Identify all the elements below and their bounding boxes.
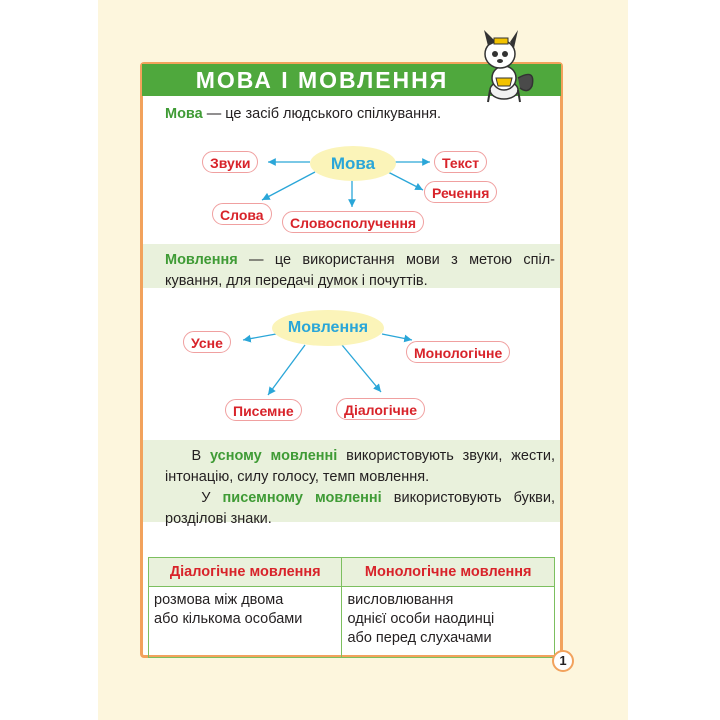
comparison-table [148,557,555,658]
header-dialohichne: Діалогічне мовлення [149,558,342,587]
movlennia-definition [165,250,555,292]
node-dialohichne: Діалогічне [336,398,425,420]
hub-movlennia: Мовлення [272,310,384,346]
node-usne: Усне [183,331,231,353]
hub-mova: Мова [310,146,396,181]
cell-monolohichne: висловлювання однієї особи наодинці або перед слухачами [342,587,555,658]
mova-definition-text: — це засіб людського спілкування. [202,106,442,122]
movlennia-definition-text: — це використання мови з метою спіл-кування, для передачі думок і почуттів. [165,252,555,289]
written-speech-term: писемному мовленні [222,490,382,506]
node-rechennia: Речення [424,181,497,203]
mova-definition [165,104,441,125]
usage-line-written: У писемному мовленні використовують букви, розділові знаки. [165,490,555,527]
oral-speech-term: усному мовленні [209,448,338,464]
mova-term: Мова [165,106,203,122]
node-monolohichne: Монологічне [406,341,510,363]
page-title: МОВА І МОВЛЕННЯ [195,67,449,93]
node-tekst: Текст [434,151,487,173]
usage-note [165,446,555,530]
table-row [149,587,555,658]
node-slovospoluchennia: Словосполучення [282,211,424,233]
header-monolohichne: Монологічне мовлення [342,558,555,587]
page-number: 1 [552,650,574,672]
node-pysemne: Писемне [225,399,302,421]
table-header-row [149,558,555,587]
node-slova: Слова [212,203,272,225]
node-zvuky: Звуки [202,151,258,173]
dog-mascot-icon [474,28,544,104]
cell-dialohichne: розмова між двома або кількома особами [149,587,342,658]
movlennia-term: Мовлення [165,252,238,268]
usage-line-oral: В усному мовленні використовують звуки, жести, інтонацію, силу голосу, темп мовлення. [165,448,556,485]
